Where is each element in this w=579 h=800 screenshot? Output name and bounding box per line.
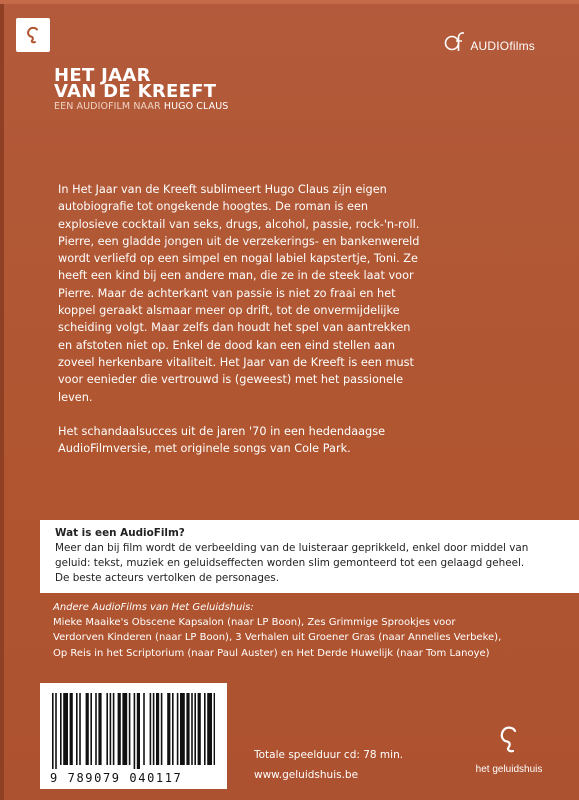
- desc-line: leven.: [58, 390, 93, 404]
- website-link[interactable]: www.geluidshuis.be: [254, 769, 359, 781]
- desc-line: zoveel herkenbare vitaliteit. Het Jaar van de Kreeft is een must: [58, 355, 414, 369]
- barcode-bar: [76, 693, 78, 765]
- barcode-bar: [134, 693, 136, 769]
- barcode-bar: [153, 693, 155, 765]
- info-line: geluid: tekst, muziek en geluidseffecten worden slim gemonteerd tot een gelaagd geheel.: [55, 557, 525, 569]
- barcode-bar: [194, 693, 196, 765]
- barcode-bar: [52, 693, 54, 769]
- barcode-bar: [167, 693, 170, 765]
- spine-edge: [0, 0, 4, 800]
- desc-line: autobiografie tot ongekende hoogtes. De roman is een: [58, 200, 369, 214]
- desc-line: koppel geraakt alsmaar meer op drift, tot de onvermijdelijke: [58, 304, 400, 318]
- title-line-1: HET JAAR: [54, 65, 151, 86]
- barcode-bars: [52, 693, 215, 769]
- barcode-bar: [106, 693, 108, 765]
- barcode: [40, 683, 227, 789]
- barcode-number: 9 789079 040117: [50, 771, 183, 785]
- desc-line: wordt verliefd op een simpel en nogal labiel kapstertje, Toni. Ze: [58, 252, 418, 266]
- desc-line: heeft een kind bij een andere man, die ze in de steek laat voor: [58, 269, 414, 283]
- barcode-bar: [198, 693, 201, 765]
- footer-info: [254, 745, 403, 785]
- audiofilms-logo-icon: [443, 30, 469, 52]
- barcode-bar: [122, 693, 127, 765]
- barcode-bar: [177, 693, 179, 765]
- others-line: Op Reis in het Scriptorium (naar Paul Auster) en Het Derde Huwelijk (naar Tom Lanoye): [53, 647, 490, 659]
- barcode-bar: [172, 693, 174, 765]
- desc-line: Pierre, een gladde jongen uit de verzekerings- en bankenwereld: [58, 234, 420, 248]
- info-question: Wat is een AudioFilm?: [55, 527, 185, 539]
- desc-line: Het schandaalsucces uit de jaren '70 in een hedendaagse: [58, 424, 386, 438]
- title-line-2: VAN DE KREEFT: [54, 81, 217, 102]
- others-heading: Andere AudioFilms van Het Geluidshuis:: [53, 602, 254, 613]
- top-edge: [0, 0, 579, 4]
- ear-icon: [494, 722, 524, 758]
- page-title: [54, 65, 217, 102]
- others-line: Verdorven Kinderen (naar LP Boon), 3 Verhalen uit Groener Gras (naar Annelies Verbeke),: [53, 632, 502, 644]
- audiofilms-brand: [443, 30, 535, 52]
- description: [58, 181, 554, 474]
- subtitle: [54, 101, 228, 112]
- barcode-bar: [63, 693, 68, 765]
- barcode-bar: [70, 693, 73, 765]
- audiofilms-brand-text: AUDIOfilms: [470, 39, 535, 53]
- desc-line: AudioFilmversie, met originele songs van Cole Park.: [58, 442, 351, 456]
- subtitle-author: HUGO CLAUS: [163, 101, 229, 112]
- geluidshuis-logo-small: [16, 18, 50, 52]
- barcode-bar: [161, 693, 163, 765]
- barcode-bar: [79, 693, 81, 765]
- desc-line: Pierre. Maar de achterkant van passie is niet zo fraai en het: [58, 286, 396, 300]
- other-audiofilms: [53, 600, 573, 661]
- barcode-bar: [156, 693, 159, 765]
- barcode-bar: [191, 693, 193, 765]
- barcode-bar: [214, 693, 215, 765]
- barcode-bar: [129, 693, 131, 765]
- barcode-bar: [207, 693, 212, 765]
- publisher-name: het geluidshuis: [475, 764, 543, 775]
- description-paragraph-1: [58, 181, 554, 406]
- barcode-bar: [55, 693, 57, 769]
- desc-line: scheiding volgt. Maar zelfs dan houdt het spel van aantrekken: [58, 321, 411, 335]
- barcode-bar: [204, 693, 206, 765]
- barcode-bar: [137, 693, 140, 769]
- barcode-bar: [98, 693, 101, 765]
- barcode-bar: [118, 693, 121, 765]
- total-duration: Totale speelduur cd: 78 min.: [254, 749, 404, 761]
- barcode-bar: [90, 693, 92, 765]
- info-line: De beste acteurs vertolken de personages.: [55, 572, 280, 584]
- barcode-bar: [186, 693, 189, 765]
- info-line: Meer dan bij film wordt de verbeelding van de luisteraar geprikkeld, enkel door middel van: [55, 542, 529, 554]
- desc-line: explosieve cocktail van seks, drugs, alcohol, passie, rock-'n-roll.: [58, 217, 420, 231]
- barcode-bar: [150, 693, 152, 765]
- barcode-bar: [95, 693, 97, 765]
- barcode-bar: [60, 693, 62, 765]
- barcode-bar: [113, 693, 115, 765]
- audiofilm-info-box: [40, 520, 579, 593]
- barcode-bar: [180, 693, 185, 765]
- description-paragraph-2: [58, 423, 554, 458]
- barcode-bar: [143, 693, 145, 765]
- barcode-bar: [110, 693, 112, 765]
- others-line: Mieke Maaike's Obscene Kapsalon (naar LP Boon), Zes Grimmige Sprookjes voor: [53, 617, 456, 629]
- desc-line: en afstoten niet op. Enkel de dood kan een eind stellen aan: [58, 338, 396, 352]
- desc-line: In Het Jaar van de Kreeft sublimeert Hugo Claus zijn eigen: [58, 183, 387, 196]
- subtitle-prefix: EEN AUDIOFILM NAAR: [54, 101, 164, 112]
- ear-icon: [21, 23, 45, 47]
- desc-line: voor eenieder die vertrouwd is (geweest) met het passionele: [58, 373, 404, 387]
- geluidshuis-logo: [474, 722, 544, 775]
- barcode-bar: [86, 693, 89, 765]
